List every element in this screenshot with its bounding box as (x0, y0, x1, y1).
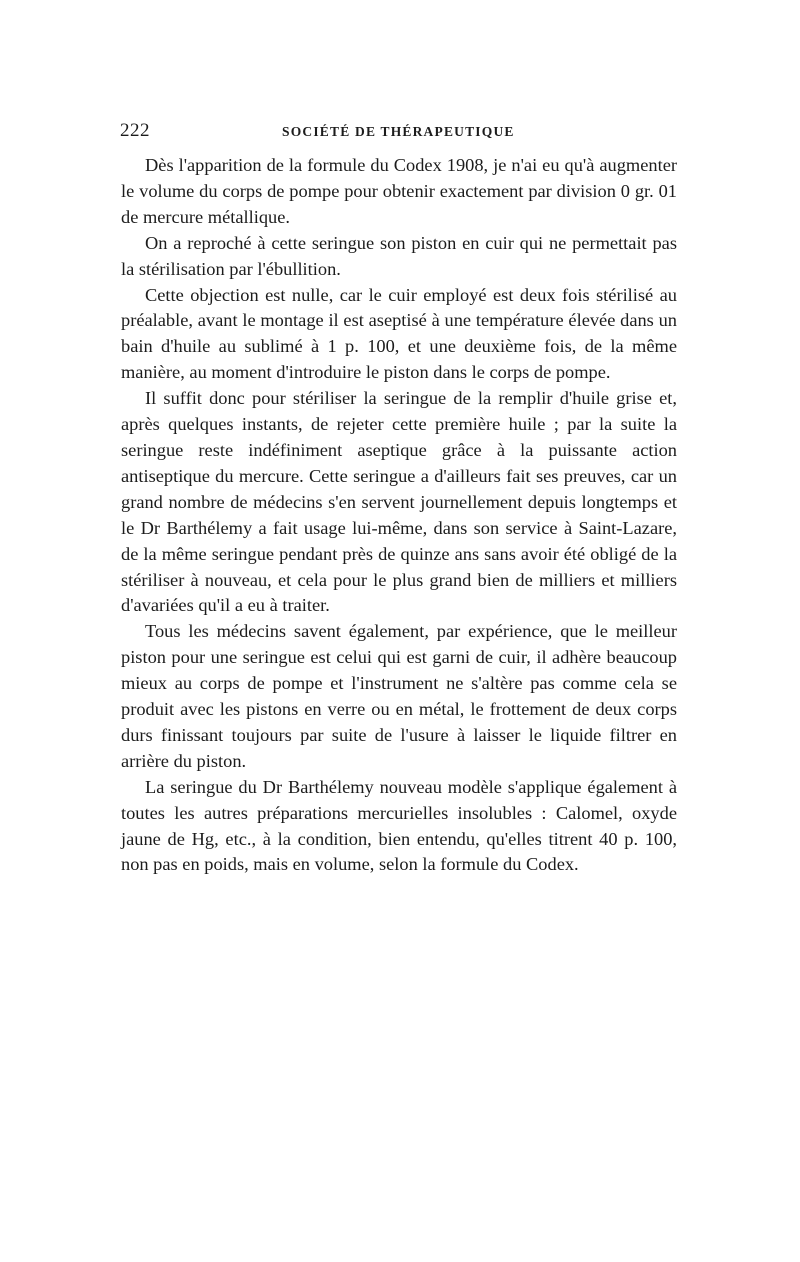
paragraph: On a reproché à cette seringue son piston en cuir qui ne permettait pas la stérilisation par l'ébullition. (121, 232, 677, 279)
paragraph: Tous les médecins savent également, par expérience, que le meilleur piston pour une seringue est celui qui est garni de cuir, il adhère beaucoup mieux au corps de pompe et l'instrument ne s'altère pas comme cela se produit avec les pistons en verre ou en métal, le frottement de deux corps durs finissant toujours par suite de l'usure à laisser le liquide filtrer en arrière du piston. (121, 621, 677, 771)
running-title: SOCIÉTÉ DE THÉRAPEUTIQUE (282, 124, 515, 139)
paragraph: Cette objection est nulle, car le cuir employé est deux fois stérilisé au préalable, avant le montage il est aseptisé à une température élevée dans un bain d'huile au sublimé à 1 p. 100, et une deuxième fois, de la même manière, au moment d'introduire le piston dans le corps de pompe. (121, 284, 677, 383)
paragraph: Dès l'apparition de la formule du Codex 1908, je n'ai eu qu'à augmenter le volume du corps de pompe pour obtenir exactement par division 0 gr. 01 de mercure métallique. (121, 155, 677, 227)
body-text (121, 153, 677, 878)
page-number: 222 (120, 120, 150, 141)
paragraph: La seringue du Dr Barthélemy nouveau modèle s'applique également à toutes les autres préparations mercurielles insolubles : Calomel, oxyde jaune de Hg, etc., à la condition, bien entendu, qu'elles titrent 40 p. 100, non pas en poids, mais en volume, selon la formule du Codex. (121, 776, 677, 875)
running-head (120, 120, 680, 144)
paragraph: Il suffit donc pour stériliser la seringue de la remplir d'huile grise et, après quelques instants, de rejeter cette première huile ; par la suite la seringue reste indéfiniment aseptique grâce à la puissante action antiseptique du mercure. Cette seringue a d'ailleurs fait ses preuves, car un grand nombre de médecins s'en servent journellement depuis longtemps et le Dr Barthélemy a fait usage lui-même, dans son service à Saint-Lazare, de la même seringue pendant près de quinze ans sans avoir été obligé de la stériliser à nouveau, et cela pour le plus grand bien de milliers et milliers d'avariées qu'il a eu à traiter. (121, 388, 677, 616)
